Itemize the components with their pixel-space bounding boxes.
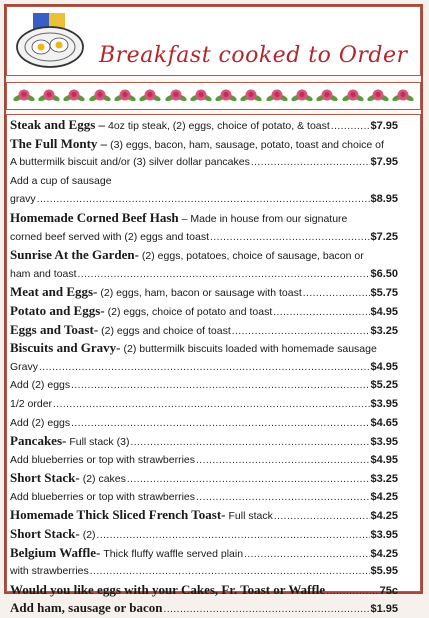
rose-icon (367, 87, 389, 105)
item-name: Pancakes- (10, 433, 67, 449)
rose-border-banner (6, 82, 421, 110)
dot-leader (70, 377, 370, 395)
dot-leader (195, 452, 370, 470)
dot-leader (250, 154, 371, 172)
item-description: – Made in house from our signature (181, 212, 348, 225)
menu-line (10, 246, 398, 265)
item-description: Thick fluffy waffle served plain (103, 547, 244, 560)
item-description: Add a cup of sausage (10, 174, 112, 187)
rose-icon (342, 87, 364, 105)
dot-leader (272, 304, 370, 321)
dot-leader (52, 396, 370, 414)
rose-icon (139, 87, 161, 105)
item-price: $4.95 (370, 305, 398, 318)
dot-leader (330, 118, 371, 135)
item-description: Full stack (3) (69, 436, 130, 449)
item-description: ham and toast (10, 267, 77, 280)
item-name: Belgium Waffle- (10, 544, 101, 560)
item-name: Meat and Eggs- (10, 284, 98, 300)
menu-line (10, 562, 398, 581)
dot-leader (38, 359, 370, 377)
menu-line (10, 469, 398, 488)
eggs-plate-logo-icon (13, 11, 87, 73)
menu-line (10, 525, 398, 544)
item-price: $8.95 (370, 193, 398, 206)
item-description: Gravy (10, 360, 39, 373)
item-description: Add blueberries or top with strawberries (10, 490, 196, 503)
dot-leader (129, 434, 370, 451)
menu-line (10, 581, 398, 600)
dot-leader (209, 229, 370, 247)
rose-icon (13, 87, 35, 105)
rose-icon (392, 87, 414, 105)
menu-line (10, 321, 398, 340)
item-price: $4.25 (370, 547, 398, 560)
dot-leader (77, 266, 371, 284)
item-price: 75c (379, 584, 398, 597)
menu-line (10, 358, 398, 377)
item-description: (2) cakes (82, 473, 126, 486)
item-description: corned beef served with (2) eggs and toast (10, 230, 210, 243)
menu-line (10, 190, 398, 209)
menu-line (10, 488, 398, 507)
item-description: 4oz tip steak, (2) eggs, choice of potato, & toast (108, 120, 330, 132)
item-name: Sunrise At the Garden- (10, 247, 139, 263)
dot-leader (70, 415, 370, 433)
item-price: $4.25 (370, 490, 398, 503)
menu-line (10, 265, 398, 284)
item-description: Add (2) eggs (10, 379, 71, 392)
dot-leader (163, 601, 371, 618)
dot-leader (302, 285, 371, 302)
menu-line (10, 135, 398, 154)
dot-leader (89, 563, 371, 581)
item-price: $6.50 (370, 267, 398, 280)
item-price: $7.95 (370, 120, 398, 132)
rose-icon (165, 87, 187, 105)
menu-line (10, 432, 398, 451)
item-price: $5.25 (370, 379, 398, 392)
item-price: $3.95 (370, 397, 398, 410)
rose-icon (38, 87, 60, 105)
menu-header (6, 6, 421, 76)
item-description: Add (2) eggs (10, 416, 71, 429)
item-description: (2) buttermilk biscuits loaded with homemade sausage (123, 343, 377, 356)
item-name: Steak and Eggs – (10, 117, 105, 132)
item-name: Short Stack- (10, 526, 80, 542)
item-name: Short Stack- (10, 470, 80, 486)
menu-line (10, 506, 398, 525)
item-name: Would you like eggs with your Cakes, Fr. Toast or Waffle (10, 581, 326, 597)
dot-leader (36, 191, 371, 209)
dot-leader (96, 527, 371, 544)
menu-line (10, 302, 398, 321)
menu-line (10, 228, 398, 247)
menu-line (10, 116, 398, 135)
rose-icon (316, 87, 338, 105)
menu-line (10, 153, 398, 172)
rose-icon (215, 87, 237, 105)
item-description: A buttermilk biscuit and/or (3) silver dollar pancakes (10, 156, 250, 169)
item-description: (2) eggs, choice of potato and toast (107, 305, 273, 318)
item-price: $3.25 (370, 473, 398, 486)
menu-line (10, 414, 398, 433)
item-price: $5.95 (370, 565, 398, 578)
item-description: (2) eggs, potatoes, choice of sausage, bacon or (141, 250, 364, 263)
item-description: gravy (10, 193, 36, 206)
item-description: (2) eggs, ham, bacon or sausage with toast (100, 287, 302, 300)
item-name: Add ham, sausage or bacon (10, 600, 163, 616)
dot-leader (243, 546, 370, 563)
menu-line (10, 209, 398, 228)
item-name: Potato and Eggs- (10, 302, 105, 318)
rose-icon (266, 87, 288, 105)
menu-line (10, 283, 398, 302)
rose-icon (240, 87, 262, 105)
item-description: with strawberries (10, 565, 89, 578)
menu-line (10, 544, 398, 563)
item-price: $1.95 (370, 603, 398, 616)
item-name: Biscuits and Gravy- (10, 340, 121, 356)
menu-line (10, 339, 398, 358)
item-price: $7.25 (370, 230, 398, 243)
item-name: Homemade Thick Sliced French Toast- (10, 507, 226, 523)
item-name: Eggs and Toast- (10, 321, 99, 337)
menu-line (10, 376, 398, 395)
item-price: $3.25 (370, 324, 398, 337)
dot-leader (195, 489, 370, 507)
item-description: (2) (82, 529, 96, 542)
rose-icon (190, 87, 212, 105)
item-price: $4.65 (370, 416, 398, 429)
dot-leader (325, 583, 379, 600)
item-price: $3.95 (370, 529, 398, 542)
rose-icon (63, 87, 85, 105)
item-description: (2) eggs and choice of toast (101, 324, 231, 337)
item-description: (3) eggs, bacon, ham, sausage, potato, toast and choice of (110, 138, 384, 151)
item-price: $4.95 (370, 453, 398, 466)
item-description: Full stack (228, 510, 273, 523)
page-title: Breakfast cooked to Order (99, 43, 408, 68)
item-name: Homemade Corned Beef Hash (10, 209, 179, 225)
item-description: Add blueberries or top with strawberries (10, 453, 196, 466)
item-price: $7.95 (370, 156, 398, 169)
item-price: $4.95 (370, 360, 398, 373)
menu-line (10, 451, 398, 470)
rose-icon (89, 87, 111, 105)
item-name: The Full Monty – (10, 135, 108, 151)
menu-line (10, 172, 398, 191)
dot-leader (273, 508, 371, 525)
dot-leader (126, 471, 371, 488)
item-description: 1/2 order (10, 397, 53, 410)
dot-leader (231, 323, 371, 340)
menu-line (10, 599, 398, 618)
menu-line (10, 395, 398, 414)
menu-items-list (10, 116, 398, 618)
item-price: $4.25 (370, 510, 398, 523)
item-price: $5.75 (370, 287, 398, 300)
item-price: $3.95 (370, 436, 398, 449)
rose-icon (291, 87, 313, 105)
rose-icon (114, 87, 136, 105)
